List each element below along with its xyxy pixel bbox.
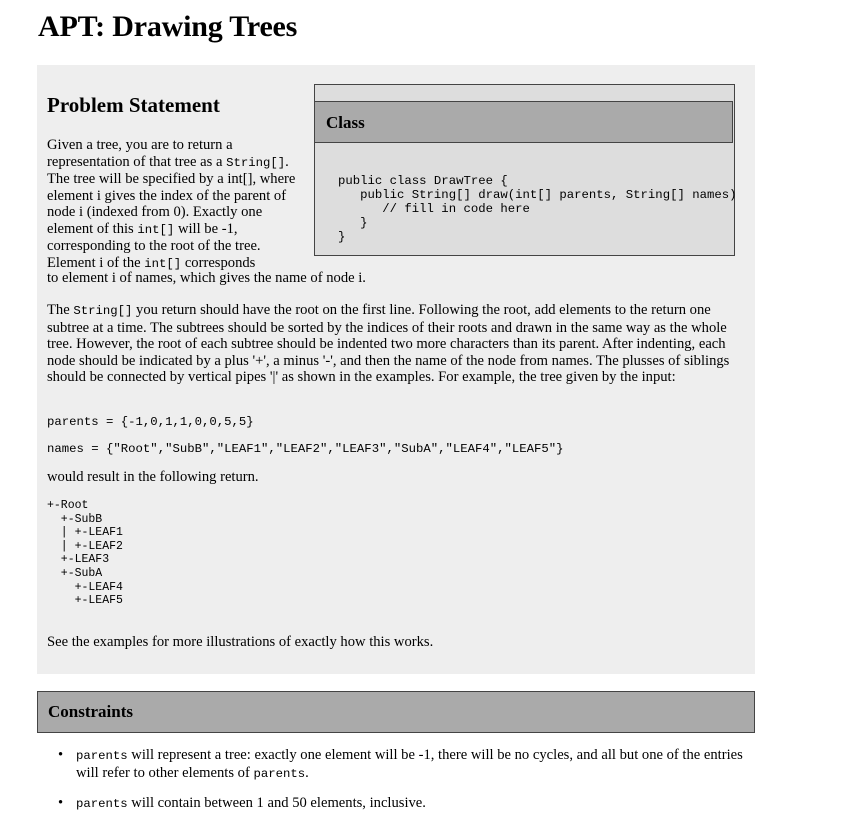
intro-text-3: will be -1, corresponding to the root of the tree. Element i of the bbox=[47, 220, 261, 271]
result-lead-text: would result in the following return. bbox=[47, 469, 259, 485]
intro-paragraph bbox=[47, 137, 309, 272]
constraint-item bbox=[57, 747, 767, 782]
constraint-text: will represent a tree: exactly one element will be -1, there will be no cycles, and all but one of the entries will refer to other elements of bbox=[76, 747, 743, 781]
constraint-text: will contain between 1 and 50 elements, inclusive. bbox=[127, 795, 426, 811]
names-example: names = {"Root","SubB","LEAF1","LEAF2","LEAF3","SubA","LEAF4","LEAF5"} bbox=[47, 442, 564, 456]
constraint-code: parents bbox=[76, 797, 128, 811]
constraint-text: . bbox=[305, 764, 309, 781]
intro-text-4: corresponds bbox=[181, 254, 256, 271]
class-box-header bbox=[315, 101, 733, 143]
intro-text-1: Given a tree, you are to return a representation of that tree as a bbox=[47, 137, 233, 170]
rules-text-2: you return should have the root on the first line. Following the root, add elements to the return one subtree at a time. The subtrees should be sorted by the indices of their roots and drawn in the same way as the whole tree. However, the root of each subtree should be indented two more characters than its parent. After indenting, each node should be indicated by a plus '+', a minus '-', and then the name of the node from names. The plusses of siblings should be connected by vertical pipes '|' as shown in the examples. For example, the tree given by the input: bbox=[47, 302, 730, 385]
intro-code-1: String[] bbox=[226, 155, 286, 170]
tree-output-example: +-Root +-SubB | +-LEAF1 | +-LEAF2 +-LEAF3 +-SubA +-LEAF4 +-LEAF5 bbox=[47, 499, 123, 608]
class-box-title: Class bbox=[326, 113, 365, 132]
class-signature-code: public class DrawTree { public String[] draw(int[] parents, String[] names) // fill in code here } } bbox=[338, 174, 737, 244]
constraint-code: parents bbox=[76, 749, 128, 763]
rules-text-1: The bbox=[47, 302, 74, 318]
constraints-heading: Constraints bbox=[48, 702, 134, 721]
rules-code-1: String[] bbox=[73, 304, 133, 318]
see-more-text: See the examples for more illustrations of exactly how this works. bbox=[47, 634, 434, 650]
intro-code-2: int[] bbox=[137, 222, 175, 237]
intro-text-2: . The tree will be specified by a int[], where element i gives the index of the parent of node i (indexed from 0). Exactly one element of this bbox=[47, 153, 296, 237]
intro-code-3: int[] bbox=[144, 256, 182, 271]
problem-statement-section bbox=[37, 65, 755, 674]
intro-paragraph-end: to element i of names, which gives the name of node i. bbox=[47, 269, 366, 286]
problem-statement-heading: Problem Statement bbox=[47, 93, 220, 117]
parents-example: parents = {-1,0,1,1,0,0,5,5} bbox=[47, 415, 254, 429]
constraints-header bbox=[37, 691, 755, 733]
constraint-code: parents bbox=[253, 766, 306, 781]
class-box bbox=[314, 84, 735, 256]
rules-paragraph bbox=[47, 302, 743, 386]
page-title: APT: Drawing Trees bbox=[38, 10, 298, 43]
constraint-item bbox=[57, 795, 767, 813]
constraints-list bbox=[57, 747, 767, 826]
